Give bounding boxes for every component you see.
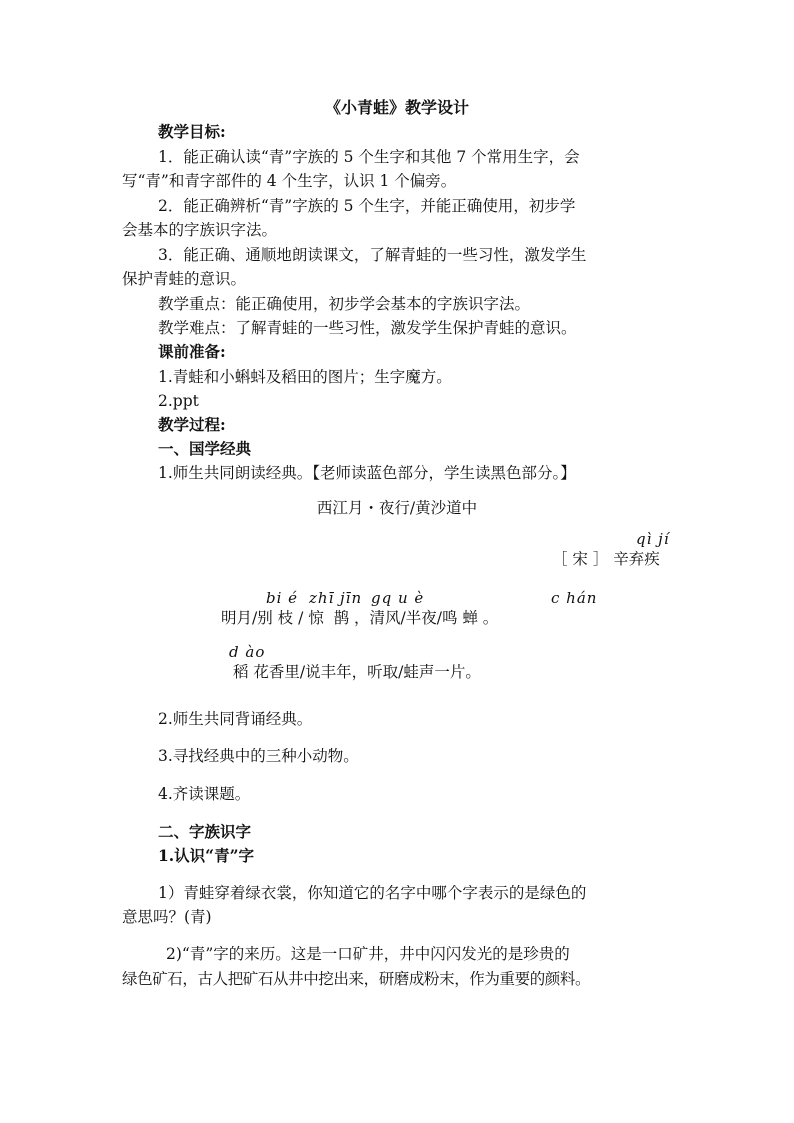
- prep-item-2: 2.ppt: [158, 392, 199, 410]
- section-1-item-4: 4.齐读课题。: [158, 785, 251, 803]
- poem-line-2: 稻 花香里/说丰年，听取/蛙声一片。: [233, 663, 481, 681]
- pinyin-que: gq u è: [371, 589, 425, 607]
- goals-heading: 教学目标:: [158, 122, 226, 141]
- pinyin-author: qì jí: [636, 530, 670, 548]
- poem-title: 西江月・夜行/黄沙道中: [316, 499, 478, 517]
- goal-1-line-2: 写“青”和青字部件的 4 个生字，认识 1 个偏旁。: [122, 172, 457, 190]
- pinyin-jin: jīn: [340, 589, 363, 607]
- section-2-subheading: 1.认识“青”字: [158, 846, 255, 865]
- poem-line-1: 明月/别 枝 / 惊 鹊 ，清风/半夜/鸣 蝉 。: [221, 609, 499, 627]
- key-point: 教学重点：能正确使用，初步学会基本的字族识字法。: [158, 295, 531, 313]
- pinyin-bie: bi é: [266, 589, 299, 607]
- question-2-line-2: 绿色矿石，古人把矿石从井中挖出来，研磨成粉末，作为重要的颜料。: [122, 970, 591, 988]
- question-1-line-2: 意思吗？(青): [122, 908, 212, 926]
- page-title: 《小青蛙》教学设计: [324, 98, 469, 117]
- section-1-item-3: 3.寻找经典中的三种小动物。: [158, 747, 359, 765]
- difficulty-point: 教学难点：了解青蛙的一些习性，激发学生保护青蛙的意识。: [158, 319, 577, 337]
- goal-1-line-1: 1．能正确认读“青”字族的 5 个生字和其他 7 个常用生字，会: [158, 148, 580, 166]
- goal-2-line-1: 2．能正确辨析“青”字族的 5 个生字，并能正确使用，初步学: [158, 197, 576, 215]
- question-2-line-1: 2)“青”字的来历。这是一口矿井，井中闪闪发光的是珍贵的: [166, 945, 570, 963]
- pinyin-chan: c hán: [551, 589, 598, 607]
- goal-2-line-2: 会基本的字族识字法。: [122, 221, 278, 239]
- section-1-item-2: 2.师生共同背诵经典。: [158, 710, 313, 728]
- section-1-item-1: 1.师生共同朗读经典。【老师读蓝色部分，学生读黑色部分。】: [158, 464, 576, 482]
- pinyin-dao: d ào: [229, 643, 266, 661]
- prep-item-1: 1.青蛙和小蝌蚪及稻田的图片；生字魔方。: [158, 368, 452, 386]
- section-2-heading: 二、字族识字: [158, 822, 252, 841]
- poem-author: ［ 宋 ］ 辛弃疾: [552, 550, 660, 568]
- prep-heading: 课前准备:: [158, 342, 226, 361]
- goal-3-line-2: 保护青蛙的意识。: [122, 270, 247, 288]
- pinyin-zhi: zhī: [309, 589, 335, 607]
- section-1-heading: 一、国学经典: [158, 439, 252, 458]
- question-1-line-1: 1）青蛙穿着绿衣裳，你知道它的名字中哪个字表示的是绿色的: [158, 884, 587, 902]
- goal-3-line-1: 3．能正确、通顺地朗读课文，了解青蛙的一些习性，激发学生: [158, 246, 587, 264]
- process-heading: 教学过程:: [158, 415, 226, 434]
